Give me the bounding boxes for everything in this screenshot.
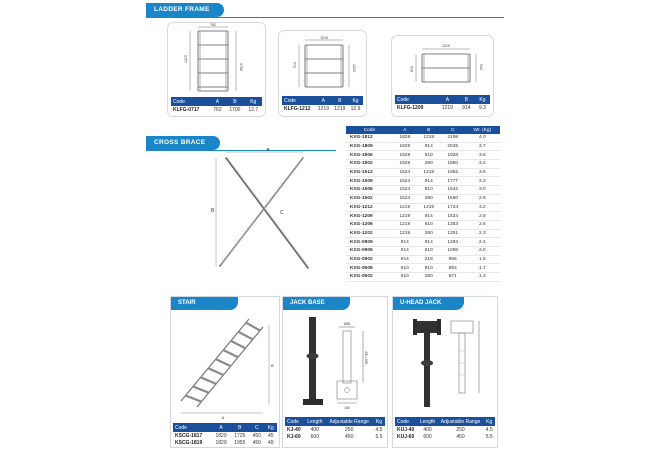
table-cell: 671 bbox=[441, 273, 465, 282]
stair-tread bbox=[186, 396, 202, 402]
table-row bbox=[346, 220, 500, 229]
table-cell: 1524 bbox=[393, 168, 417, 177]
table-row bbox=[395, 433, 495, 440]
ladder-frame-rule bbox=[146, 17, 504, 18]
table-header-row bbox=[173, 423, 277, 432]
stair-tread bbox=[231, 341, 246, 348]
spec-table bbox=[282, 96, 363, 112]
table-cell: KJ-40 bbox=[287, 426, 301, 433]
jack-base-panel bbox=[282, 296, 388, 448]
table-cell: 5.5 bbox=[485, 433, 493, 440]
table-cell: 1098 bbox=[441, 246, 465, 255]
cell: 9.3 bbox=[478, 104, 486, 111]
table-header-cell: A bbox=[393, 126, 417, 134]
table-cell: 914 bbox=[417, 177, 441, 186]
table-cell: KXG-0909 bbox=[346, 238, 393, 247]
table-cell: 1642 bbox=[441, 186, 465, 195]
table-cell: 1829 bbox=[393, 160, 417, 169]
cross-brace-header: CROSS BRACE bbox=[146, 136, 220, 150]
table-cell: 1955 bbox=[234, 439, 246, 446]
stair-table bbox=[173, 423, 277, 446]
table-cell: 1725 bbox=[234, 432, 246, 439]
dim-top-label: 762 bbox=[210, 23, 216, 27]
table-cell: 863 bbox=[441, 264, 465, 273]
table-cell: 218 bbox=[417, 255, 441, 264]
table-cell: 1777 bbox=[441, 177, 465, 186]
table-cell: 610 bbox=[393, 264, 417, 273]
dim-inner-label: 610 bbox=[410, 66, 414, 72]
table-cell: KXG-1812 bbox=[346, 134, 393, 142]
table-row bbox=[346, 273, 500, 282]
table-cell: 2.5 bbox=[465, 220, 500, 229]
table-row bbox=[346, 212, 500, 221]
table-header-cell: Wt. (Kg) bbox=[465, 126, 500, 134]
table-cell: 1524 bbox=[393, 186, 417, 195]
table-cell: 250 bbox=[456, 426, 465, 433]
cell: 1219 bbox=[317, 105, 329, 112]
table-cell: KUJ-60 bbox=[397, 433, 415, 440]
table-cell: KXG-1209 bbox=[346, 212, 393, 221]
jack-base-drawing bbox=[283, 311, 387, 419]
table-cell: 250 bbox=[345, 426, 354, 433]
dim-inner-label: 914 bbox=[293, 62, 297, 68]
u-head-jack-drawing bbox=[393, 311, 497, 419]
table-cell: 4.5 bbox=[375, 426, 383, 433]
col-code: Code bbox=[395, 95, 437, 104]
table-cell: 1363 bbox=[441, 220, 465, 229]
table-cell: 1829 bbox=[393, 134, 417, 142]
cell: 12.9 bbox=[350, 105, 361, 112]
table-cell: 610 bbox=[417, 264, 441, 273]
table-cell: KXG-1206 bbox=[346, 220, 393, 229]
table-cell: 1251 bbox=[441, 229, 465, 238]
table-row bbox=[173, 432, 277, 439]
table-cell: KXG-1502 bbox=[346, 194, 393, 203]
table-cell: 1829 bbox=[393, 151, 417, 160]
table-cell: KXG-1506 bbox=[346, 186, 393, 195]
table-header-row bbox=[285, 417, 385, 426]
dim-side-label: 914 bbox=[479, 64, 483, 70]
table-header-row bbox=[395, 417, 495, 426]
table-cell: 280 bbox=[417, 194, 441, 203]
cross-brace-drawing bbox=[208, 148, 328, 278]
table-cell: 2.8 bbox=[465, 194, 500, 203]
cell: 762 bbox=[213, 106, 222, 113]
table-cell: 400 bbox=[310, 426, 319, 433]
table-cell: 1219 bbox=[393, 220, 417, 229]
table-cell: 2045 bbox=[441, 142, 465, 151]
jack-base-header: JACK BASE bbox=[283, 297, 350, 310]
dim-top-label: 1219 bbox=[442, 44, 450, 48]
table-cell: 914 bbox=[393, 238, 417, 247]
cell: 914 bbox=[462, 104, 471, 111]
stair-tread bbox=[193, 386, 209, 392]
table-row bbox=[346, 151, 500, 160]
jack-base-table bbox=[285, 417, 385, 440]
table-cell: 1.3 bbox=[465, 273, 500, 282]
table-header-cell: Code bbox=[395, 417, 417, 426]
table-header-cell: B bbox=[230, 423, 249, 432]
table-cell: 280 bbox=[417, 229, 441, 238]
table-cell: 1928 bbox=[441, 151, 465, 160]
table-cell: 956 bbox=[441, 255, 465, 264]
table-header-cell: Code bbox=[285, 417, 304, 426]
table-cell: KSCG-1817 bbox=[175, 432, 203, 439]
stair-tread bbox=[223, 350, 238, 357]
col-a: A bbox=[315, 96, 331, 105]
table-cell: KXG-1512 bbox=[346, 168, 393, 177]
dim-top-label: 1219 bbox=[320, 36, 328, 40]
table-cell: 1219 bbox=[393, 212, 417, 221]
table-cell: 914 bbox=[417, 212, 441, 221]
stair-tread bbox=[208, 368, 223, 375]
table-row bbox=[346, 246, 500, 255]
table-cell: 450 bbox=[252, 439, 261, 446]
ladder-frame-card-1209 bbox=[391, 35, 494, 117]
dim-side-label: 1700 bbox=[239, 63, 243, 71]
col-kg: Kg bbox=[348, 96, 363, 105]
col-code: Code bbox=[282, 96, 315, 105]
table-cell: 914 bbox=[393, 246, 417, 255]
table-cell: KXG-1509 bbox=[346, 177, 393, 186]
ladder-frame-card-0717 bbox=[167, 22, 266, 117]
stair-tread bbox=[216, 359, 231, 366]
table-cell: KSCG-1819 bbox=[175, 439, 203, 446]
dim-b-label: B bbox=[211, 208, 215, 214]
table-cell: 1860 bbox=[441, 160, 465, 169]
cell: KLFG-1209 bbox=[397, 104, 424, 111]
table-cell: 400 bbox=[423, 426, 432, 433]
table-row bbox=[285, 433, 385, 440]
table-row bbox=[395, 426, 495, 433]
table-cell: 610 bbox=[417, 151, 441, 160]
table-cell: 1550 bbox=[441, 194, 465, 203]
dim-c-label: C bbox=[280, 210, 284, 216]
cross-brace-table bbox=[346, 126, 500, 282]
col-b: B bbox=[458, 95, 475, 104]
u-head-jack-panel bbox=[392, 296, 498, 448]
col-code: Code bbox=[171, 97, 210, 106]
table-cell: KXG-0906 bbox=[346, 246, 393, 255]
dim-dia-label: Ø38 bbox=[343, 322, 351, 326]
table-header-cell: Kg bbox=[483, 417, 495, 426]
table-row bbox=[346, 177, 500, 186]
col-a: A bbox=[210, 97, 226, 106]
table-row bbox=[171, 106, 262, 113]
table-cell: 450 bbox=[456, 433, 465, 440]
spec-table bbox=[395, 95, 490, 111]
table-header-cell: A bbox=[212, 423, 231, 432]
table-header-cell: Kg bbox=[373, 417, 385, 426]
cell: 1219 bbox=[441, 104, 453, 111]
dim-a-label: A bbox=[266, 148, 270, 153]
table-cell: KXG-1802 bbox=[346, 160, 393, 169]
table-header-cell: Length bbox=[417, 417, 437, 426]
table-cell: 610 bbox=[417, 220, 441, 229]
col-b: B bbox=[332, 96, 348, 105]
table-row bbox=[346, 255, 500, 264]
dim-inner-label: 1219 bbox=[184, 55, 188, 63]
table-cell: 3.4 bbox=[465, 160, 500, 169]
table-header-cell: Adjustable Range bbox=[325, 417, 373, 426]
table-cell: 1829 bbox=[215, 432, 227, 439]
table-cell: 600 bbox=[310, 433, 319, 440]
table-cell: 3.6 bbox=[465, 168, 500, 177]
table-header-cell: C bbox=[249, 423, 264, 432]
table-row bbox=[346, 203, 500, 212]
table-cell: 280 bbox=[417, 273, 441, 282]
table-row bbox=[395, 104, 490, 111]
stair-tread bbox=[238, 332, 252, 340]
u-head-jack-header: U-HEAD JACK bbox=[393, 297, 464, 310]
table-cell: 1952 bbox=[441, 168, 465, 177]
spec-table bbox=[171, 97, 262, 113]
table-cell: KXG-1806 bbox=[346, 151, 393, 160]
dim-plate-label: 150 bbox=[344, 406, 350, 410]
table-row bbox=[346, 229, 500, 238]
ladder-frame-card-1212 bbox=[278, 30, 367, 117]
ladder-frame-drawing bbox=[168, 23, 265, 95]
dim-length-label: 400 / 600 bbox=[364, 351, 368, 365]
cell: 1700 bbox=[229, 106, 241, 113]
table-cell: 4.5 bbox=[485, 426, 493, 433]
table-row bbox=[346, 194, 500, 203]
table-row bbox=[346, 264, 500, 273]
dim-a-label: A bbox=[221, 415, 225, 420]
table-cell: 610 bbox=[393, 273, 417, 282]
table-cell: 610 bbox=[417, 186, 441, 195]
col-kg: Kg bbox=[245, 97, 262, 106]
table-cell: 450 bbox=[252, 432, 261, 439]
col-kg: Kg bbox=[475, 95, 490, 104]
col-b: B bbox=[225, 97, 244, 106]
table-cell: 914 bbox=[393, 255, 417, 264]
table-cell: 1219 bbox=[393, 229, 417, 238]
table-cell: 610 bbox=[417, 246, 441, 255]
table-row bbox=[282, 105, 363, 112]
stair-header: STAIR bbox=[171, 297, 238, 310]
dim-side-label: 1219 bbox=[352, 64, 356, 72]
table-cell: 1524 bbox=[441, 212, 465, 221]
table-cell: KUJ-40 bbox=[397, 426, 415, 433]
table-cell: 1219 bbox=[417, 168, 441, 177]
table-cell: 3.3 bbox=[465, 177, 500, 186]
table-cell: 2198 bbox=[441, 134, 465, 142]
table-cell: 914 bbox=[417, 142, 441, 151]
table-cell: 2.8 bbox=[465, 212, 500, 221]
cell: 12.7 bbox=[248, 106, 259, 113]
table-cell: 49 bbox=[267, 439, 274, 446]
table-header-cell: Adjustable Range bbox=[438, 417, 484, 426]
table-cell: 4.0 bbox=[465, 134, 500, 142]
table-cell: 2.0 bbox=[465, 246, 500, 255]
table-cell: 1219 bbox=[417, 203, 441, 212]
table-cell: KXG-0602 bbox=[346, 273, 393, 282]
table-header-cell: Kg bbox=[264, 423, 277, 432]
cell: 1219 bbox=[334, 105, 346, 112]
table-cell: 3.0 bbox=[465, 186, 500, 195]
table-cell: 2.4 bbox=[465, 238, 500, 247]
table-header-cell: C bbox=[441, 126, 465, 134]
table-cell: KXG-1202 bbox=[346, 229, 393, 238]
table-cell: 1293 bbox=[441, 238, 465, 247]
table-cell: KXG-1809 bbox=[346, 142, 393, 151]
stair-drawing bbox=[171, 311, 279, 421]
cell: KLFG-0717 bbox=[173, 106, 200, 113]
table-cell: 3.5 bbox=[465, 151, 500, 160]
table-cell: KXG-0902 bbox=[346, 255, 393, 264]
table-cell: 1219 bbox=[393, 203, 417, 212]
table-cell: 5.5 bbox=[375, 433, 383, 440]
table-row bbox=[173, 439, 277, 446]
ladder-frame-header: LADDER FRAME bbox=[146, 3, 224, 17]
table-cell: 1219 bbox=[417, 134, 441, 142]
table-header-cell: B bbox=[417, 126, 441, 134]
table-row bbox=[346, 186, 500, 195]
table-cell: 1829 bbox=[215, 439, 227, 446]
table-cell: KXG-1212 bbox=[346, 203, 393, 212]
table-cell: 2.3 bbox=[465, 229, 500, 238]
dim-b-label: B bbox=[271, 363, 274, 368]
table-header-cell: Length bbox=[304, 417, 325, 426]
table-row bbox=[346, 134, 500, 142]
stair-tread bbox=[246, 323, 260, 331]
table-cell: 1524 bbox=[393, 177, 417, 186]
cell: KLFG-1212 bbox=[284, 105, 311, 112]
stair-tread bbox=[201, 377, 216, 384]
table-cell: 3.7 bbox=[465, 142, 500, 151]
table-row bbox=[346, 142, 500, 151]
table-cell: 1524 bbox=[393, 194, 417, 203]
table-cell: 1.7 bbox=[465, 264, 500, 273]
table-cell: 1.8 bbox=[465, 255, 500, 264]
ladder-frame-drawing bbox=[279, 31, 366, 93]
table-row bbox=[285, 426, 385, 433]
table-row bbox=[346, 168, 500, 177]
table-cell: 1724 bbox=[441, 203, 465, 212]
table-cell: 3.2 bbox=[465, 203, 500, 212]
table-cell: KJ-60 bbox=[287, 433, 301, 440]
table-cell: 600 bbox=[423, 433, 432, 440]
table-cell: 914 bbox=[417, 238, 441, 247]
table-cell: 280 bbox=[417, 160, 441, 169]
table-row bbox=[346, 160, 500, 169]
stair-panel bbox=[170, 296, 280, 448]
table-header-cell: Code bbox=[173, 423, 212, 432]
table-cell: 45 bbox=[267, 432, 274, 439]
table-cell: 450 bbox=[345, 433, 354, 440]
table-header-cell: Code bbox=[346, 126, 393, 134]
table-header-row bbox=[346, 126, 500, 134]
ladder-frame-drawing bbox=[392, 36, 493, 92]
u-head-jack-table bbox=[395, 417, 495, 440]
col-a: A bbox=[437, 95, 458, 104]
table-row bbox=[346, 238, 500, 247]
table-cell: KXG-0606 bbox=[346, 264, 393, 273]
table-cell: 1829 bbox=[393, 142, 417, 151]
